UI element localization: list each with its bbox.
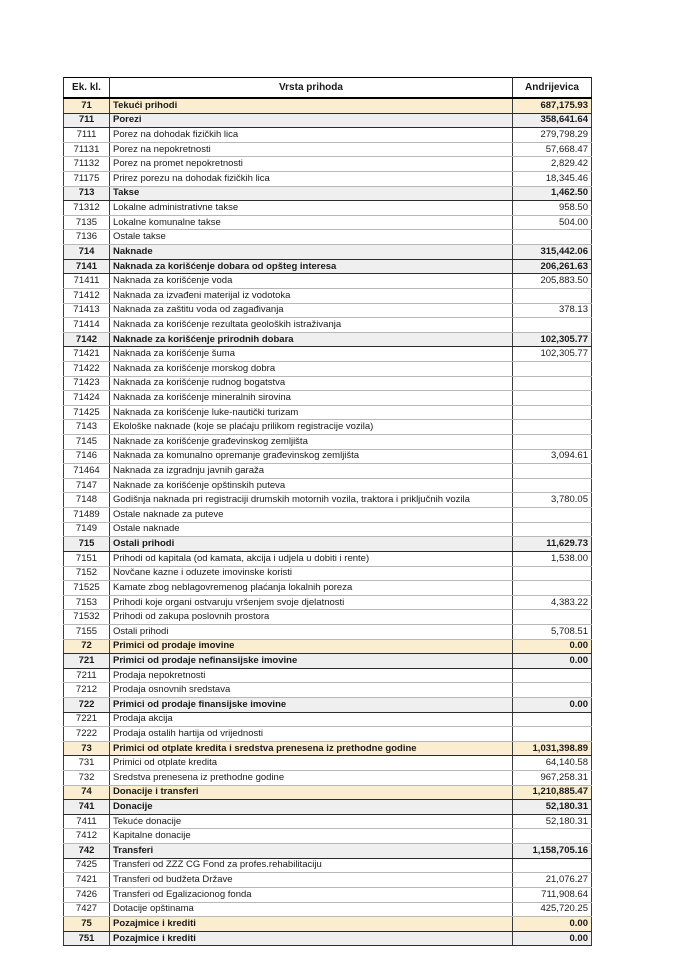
cell-amount: 958.50 [513, 201, 592, 216]
table-row [64, 391, 592, 406]
cell-economic-class: 7142 [64, 332, 110, 347]
cell-revenue-type: Transferi [110, 844, 513, 859]
cell-revenue-type: Prodaja nepokretnosti [110, 668, 513, 683]
cell-economic-class: 71532 [64, 610, 110, 625]
cell-economic-class: 71425 [64, 405, 110, 420]
cell-economic-class: 71424 [64, 391, 110, 406]
table-row [64, 800, 592, 815]
cell-economic-class: 7135 [64, 215, 110, 230]
cell-revenue-type: Porez na nepokretnosti [110, 142, 513, 157]
table-row [64, 829, 592, 844]
cell-economic-class: 71422 [64, 361, 110, 376]
cell-revenue-type: Ekološke naknade (koje se plaćaju prilikom registracije vozila) [110, 420, 513, 435]
cell-revenue-type: Prodaja ostalih hartija od vrijednosti [110, 727, 513, 742]
cell-economic-class: 713 [64, 186, 110, 201]
cell-revenue-type: Porez na dohodak fizičkih lica [110, 128, 513, 143]
table-row [64, 420, 592, 435]
table-row [64, 478, 592, 493]
cell-amount [513, 318, 592, 333]
cell-amount: 11,629.73 [513, 537, 592, 552]
cell-revenue-type: Naknade za korišćenje građevinskog zemljišta [110, 435, 513, 450]
table-row [64, 464, 592, 479]
table-row [64, 610, 592, 625]
cell-economic-class: 71312 [64, 201, 110, 216]
revenue-table [63, 77, 592, 946]
cell-revenue-type: Donacije [110, 800, 513, 815]
cell-revenue-type: Transferi od budžeta Države [110, 873, 513, 888]
cell-economic-class: 7111 [64, 128, 110, 143]
cell-economic-class: 741 [64, 800, 110, 815]
table-row [64, 902, 592, 917]
cell-economic-class: 7212 [64, 683, 110, 698]
table-row [64, 332, 592, 347]
cell-revenue-type: Naknada za korišćenje rudnog bogatstva [110, 376, 513, 391]
header-revenue-type: Vrsta prihoda [110, 78, 513, 99]
table-row [64, 288, 592, 303]
table-row [64, 654, 592, 669]
cell-economic-class: 7141 [64, 259, 110, 274]
table-row [64, 376, 592, 391]
cell-revenue-type: Ostale takse [110, 230, 513, 245]
header-economic-class: Ek. kl. [64, 78, 110, 99]
table-row [64, 186, 592, 201]
cell-economic-class: 715 [64, 537, 110, 552]
table-row [64, 624, 592, 639]
cell-economic-class: 73 [64, 741, 110, 756]
cell-economic-class: 71464 [64, 464, 110, 479]
table-row [64, 814, 592, 829]
cell-amount: 64,140.58 [513, 756, 592, 771]
cell-economic-class: 71421 [64, 347, 110, 362]
cell-revenue-type: Primici od prodaje imovine [110, 639, 513, 654]
cell-economic-class: 71525 [64, 581, 110, 596]
cell-revenue-type: Ostali prihodi [110, 537, 513, 552]
table-row [64, 785, 592, 800]
cell-economic-class: 751 [64, 931, 110, 946]
cell-revenue-type: Prihodi koje organi ostvaruju vršenjem svoje djelatnosti [110, 595, 513, 610]
cell-amount: 3,094.61 [513, 449, 592, 464]
cell-economic-class: 7145 [64, 435, 110, 450]
table-row [64, 142, 592, 157]
cell-economic-class: 7425 [64, 858, 110, 873]
cell-revenue-type: Pozajmice i krediti [110, 917, 513, 932]
cell-amount [513, 581, 592, 596]
cell-amount [513, 420, 592, 435]
cell-economic-class: 7153 [64, 595, 110, 610]
cell-revenue-type: Prodaja osnovnih sredstava [110, 683, 513, 698]
cell-amount [513, 508, 592, 523]
table-row [64, 595, 592, 610]
cell-economic-class: 75 [64, 917, 110, 932]
cell-amount: 52,180.31 [513, 814, 592, 829]
cell-revenue-type: Ostale naknade [110, 522, 513, 537]
cell-amount: 52,180.31 [513, 800, 592, 815]
cell-revenue-type: Prodaja akcija [110, 712, 513, 727]
cell-revenue-type: Naknade za korišćenje prirodnih dobara [110, 332, 513, 347]
cell-amount [513, 391, 592, 406]
table-row [64, 113, 592, 128]
cell-amount [513, 478, 592, 493]
cell-revenue-type: Dotacije opštinama [110, 902, 513, 917]
cell-revenue-type: Porezi [110, 113, 513, 128]
cell-amount: 0.00 [513, 697, 592, 712]
cell-revenue-type: Godišnja naknada pri registraciji drumskih motornih vozila, traktora i priključnih vozila [110, 493, 513, 508]
cell-amount: 205,883.50 [513, 274, 592, 289]
cell-amount [513, 683, 592, 698]
cell-revenue-type: Kamate zbog neblagovremenog plaćanja lokalnih poreza [110, 581, 513, 596]
cell-amount: 687,175.93 [513, 98, 592, 113]
cell-revenue-type: Naknada za korišćenje luke-nautički turizam [110, 405, 513, 420]
cell-economic-class: 7146 [64, 449, 110, 464]
cell-revenue-type: Porez na promet nepokretnosti [110, 157, 513, 172]
cell-amount: 1,538.00 [513, 551, 592, 566]
cell-economic-class: 7412 [64, 829, 110, 844]
cell-revenue-type: Naknada za korišćenje rezultata geoloških istraživanja [110, 318, 513, 333]
cell-revenue-type: Kapitalne donacije [110, 829, 513, 844]
table-row [64, 508, 592, 523]
cell-economic-class: 71175 [64, 172, 110, 187]
cell-economic-class: 714 [64, 245, 110, 260]
cell-amount: 967,258.31 [513, 771, 592, 786]
table-row [64, 274, 592, 289]
cell-revenue-type: Pozajmice i krediti [110, 931, 513, 946]
cell-amount: 102,305.77 [513, 347, 592, 362]
cell-economic-class: 7148 [64, 493, 110, 508]
cell-amount: 0.00 [513, 639, 592, 654]
cell-amount [513, 712, 592, 727]
cell-revenue-type: Naknada za zaštitu voda od zagađivanja [110, 303, 513, 318]
table-row [64, 741, 592, 756]
cell-revenue-type: Novčane kazne i oduzete imovinske koristi [110, 566, 513, 581]
cell-amount: 0.00 [513, 917, 592, 932]
cell-economic-class: 7143 [64, 420, 110, 435]
cell-economic-class: 71131 [64, 142, 110, 157]
cell-revenue-type: Sredstva prenesena iz prethodne godine [110, 771, 513, 786]
cell-economic-class: 71132 [64, 157, 110, 172]
cell-amount [513, 566, 592, 581]
header-municipality: Andrijevica [513, 78, 592, 99]
table-row [64, 157, 592, 172]
table-row [64, 405, 592, 420]
cell-amount: 315,442.06 [513, 245, 592, 260]
table-row [64, 931, 592, 946]
cell-amount: 504.00 [513, 215, 592, 230]
cell-amount: 1,031,398.89 [513, 741, 592, 756]
cell-revenue-type: Primici od prodaje finansijske imovine [110, 697, 513, 712]
cell-economic-class: 7421 [64, 873, 110, 888]
cell-amount: 206,261.63 [513, 259, 592, 274]
cell-economic-class: 7411 [64, 814, 110, 829]
table-row [64, 756, 592, 771]
cell-economic-class: 71423 [64, 376, 110, 391]
cell-revenue-type: Primici od otplate kredita i sredstva prenesena iz prethodne godine [110, 741, 513, 756]
cell-revenue-type: Takse [110, 186, 513, 201]
cell-economic-class: 7151 [64, 551, 110, 566]
cell-economic-class: 71413 [64, 303, 110, 318]
table-row [64, 493, 592, 508]
cell-revenue-type: Naknade [110, 245, 513, 260]
table-row [64, 566, 592, 581]
cell-economic-class: 7149 [64, 522, 110, 537]
cell-economic-class: 7136 [64, 230, 110, 245]
cell-economic-class: 7152 [64, 566, 110, 581]
cell-revenue-type: Ostali prihodi [110, 624, 513, 639]
cell-revenue-type: Transferi od Egalizacionog fonda [110, 887, 513, 902]
cell-amount: 1,210,885.47 [513, 785, 592, 800]
table-row [64, 435, 592, 450]
cell-revenue-type: Naknada za izvađeni materijal iz vodotoka [110, 288, 513, 303]
cell-amount [513, 727, 592, 742]
cell-amount [513, 230, 592, 245]
table-row [64, 303, 592, 318]
table-row [64, 873, 592, 888]
cell-amount: 711,908.64 [513, 887, 592, 902]
cell-revenue-type: Prihodi od zakupa poslovnih prostora [110, 610, 513, 625]
cell-economic-class: 711 [64, 113, 110, 128]
table-row [64, 887, 592, 902]
cell-amount: 1,158,705.16 [513, 844, 592, 859]
table-row [64, 318, 592, 333]
cell-amount [513, 522, 592, 537]
table-row [64, 844, 592, 859]
cell-revenue-type: Primici od otplate kredita [110, 756, 513, 771]
cell-economic-class: 7426 [64, 887, 110, 902]
cell-revenue-type: Donacije i transferi [110, 785, 513, 800]
table-body [64, 98, 592, 946]
table-header-row [64, 78, 592, 99]
cell-economic-class: 71414 [64, 318, 110, 333]
cell-economic-class: 742 [64, 844, 110, 859]
cell-amount [513, 405, 592, 420]
cell-economic-class: 7147 [64, 478, 110, 493]
cell-economic-class: 721 [64, 654, 110, 669]
cell-amount: 0.00 [513, 931, 592, 946]
cell-amount: 21,076.27 [513, 873, 592, 888]
cell-amount: 18,345.46 [513, 172, 592, 187]
cell-amount: 5,708.51 [513, 624, 592, 639]
cell-economic-class: 7211 [64, 668, 110, 683]
table-row [64, 449, 592, 464]
cell-economic-class: 7222 [64, 727, 110, 742]
table-row [64, 668, 592, 683]
cell-amount [513, 668, 592, 683]
cell-revenue-type: Lokalne administrativne takse [110, 201, 513, 216]
table-row [64, 172, 592, 187]
cell-amount [513, 610, 592, 625]
table-row [64, 683, 592, 698]
cell-economic-class: 71 [64, 98, 110, 113]
cell-amount [513, 288, 592, 303]
cell-amount: 57,668.47 [513, 142, 592, 157]
cell-amount: 358,641.64 [513, 113, 592, 128]
cell-economic-class: 732 [64, 771, 110, 786]
cell-economic-class: 722 [64, 697, 110, 712]
cell-revenue-type: Naknada za korišćenje morskog dobra [110, 361, 513, 376]
table-row [64, 201, 592, 216]
table-row [64, 551, 592, 566]
cell-amount: 102,305.77 [513, 332, 592, 347]
table-row [64, 245, 592, 260]
table-row [64, 215, 592, 230]
table-row [64, 537, 592, 552]
cell-revenue-type: Primici od prodaje nefinansijske imovine [110, 654, 513, 669]
cell-revenue-type: Naknada za korišćenje dobara od opšteg interesa [110, 259, 513, 274]
cell-economic-class: 7155 [64, 624, 110, 639]
cell-revenue-type: Naknada za izgradnju javnih garaža [110, 464, 513, 479]
table-row [64, 128, 592, 143]
table-row [64, 347, 592, 362]
table-row [64, 259, 592, 274]
cell-amount: 4,383.22 [513, 595, 592, 610]
cell-revenue-type: Lokalne komunalne takse [110, 215, 513, 230]
cell-revenue-type: Tekući prihodi [110, 98, 513, 113]
table-row [64, 697, 592, 712]
cell-amount: 378.13 [513, 303, 592, 318]
cell-economic-class: 7221 [64, 712, 110, 727]
table-row [64, 727, 592, 742]
cell-economic-class: 71411 [64, 274, 110, 289]
table-row [64, 858, 592, 873]
cell-economic-class: 74 [64, 785, 110, 800]
table-row [64, 712, 592, 727]
cell-economic-class: 71489 [64, 508, 110, 523]
cell-amount: 425,720.25 [513, 902, 592, 917]
cell-revenue-type: Naknada za korišćenje voda [110, 274, 513, 289]
cell-revenue-type: Naknade za korišćenje opštinskih puteva [110, 478, 513, 493]
table-row [64, 522, 592, 537]
cell-economic-class: 731 [64, 756, 110, 771]
cell-amount: 1,462.50 [513, 186, 592, 201]
cell-amount [513, 464, 592, 479]
cell-economic-class: 71412 [64, 288, 110, 303]
table-row [64, 917, 592, 932]
table-row [64, 771, 592, 786]
cell-amount: 3,780.05 [513, 493, 592, 508]
cell-revenue-type: Prirez porezu na dohodak fizičkih lica [110, 172, 513, 187]
table-row [64, 639, 592, 654]
table-row [64, 98, 592, 113]
cell-economic-class: 72 [64, 639, 110, 654]
cell-economic-class: 7427 [64, 902, 110, 917]
table-row [64, 581, 592, 596]
cell-revenue-type: Naknada za korišćenje šuma [110, 347, 513, 362]
cell-revenue-type: Ostale naknade za puteve [110, 508, 513, 523]
cell-amount [513, 829, 592, 844]
table-row [64, 230, 592, 245]
cell-revenue-type: Naknada za korišćenje mineralnih sirovina [110, 391, 513, 406]
cell-revenue-type: Prihodi od kapitala (od kamata, akcija i udjela u dobiti i rente) [110, 551, 513, 566]
cell-amount: 279,798.29 [513, 128, 592, 143]
cell-amount [513, 361, 592, 376]
cell-amount [513, 435, 592, 450]
cell-amount: 0.00 [513, 654, 592, 669]
cell-amount: 2,829.42 [513, 157, 592, 172]
table-row [64, 361, 592, 376]
cell-revenue-type: Naknada za komunalno opremanje građevinskog zemljišta [110, 449, 513, 464]
cell-revenue-type: Tekuće donacije [110, 814, 513, 829]
cell-amount [513, 376, 592, 391]
cell-revenue-type: Transferi od ZZZ CG Fond za profes.rehabilitaciju [110, 858, 513, 873]
cell-amount [513, 858, 592, 873]
